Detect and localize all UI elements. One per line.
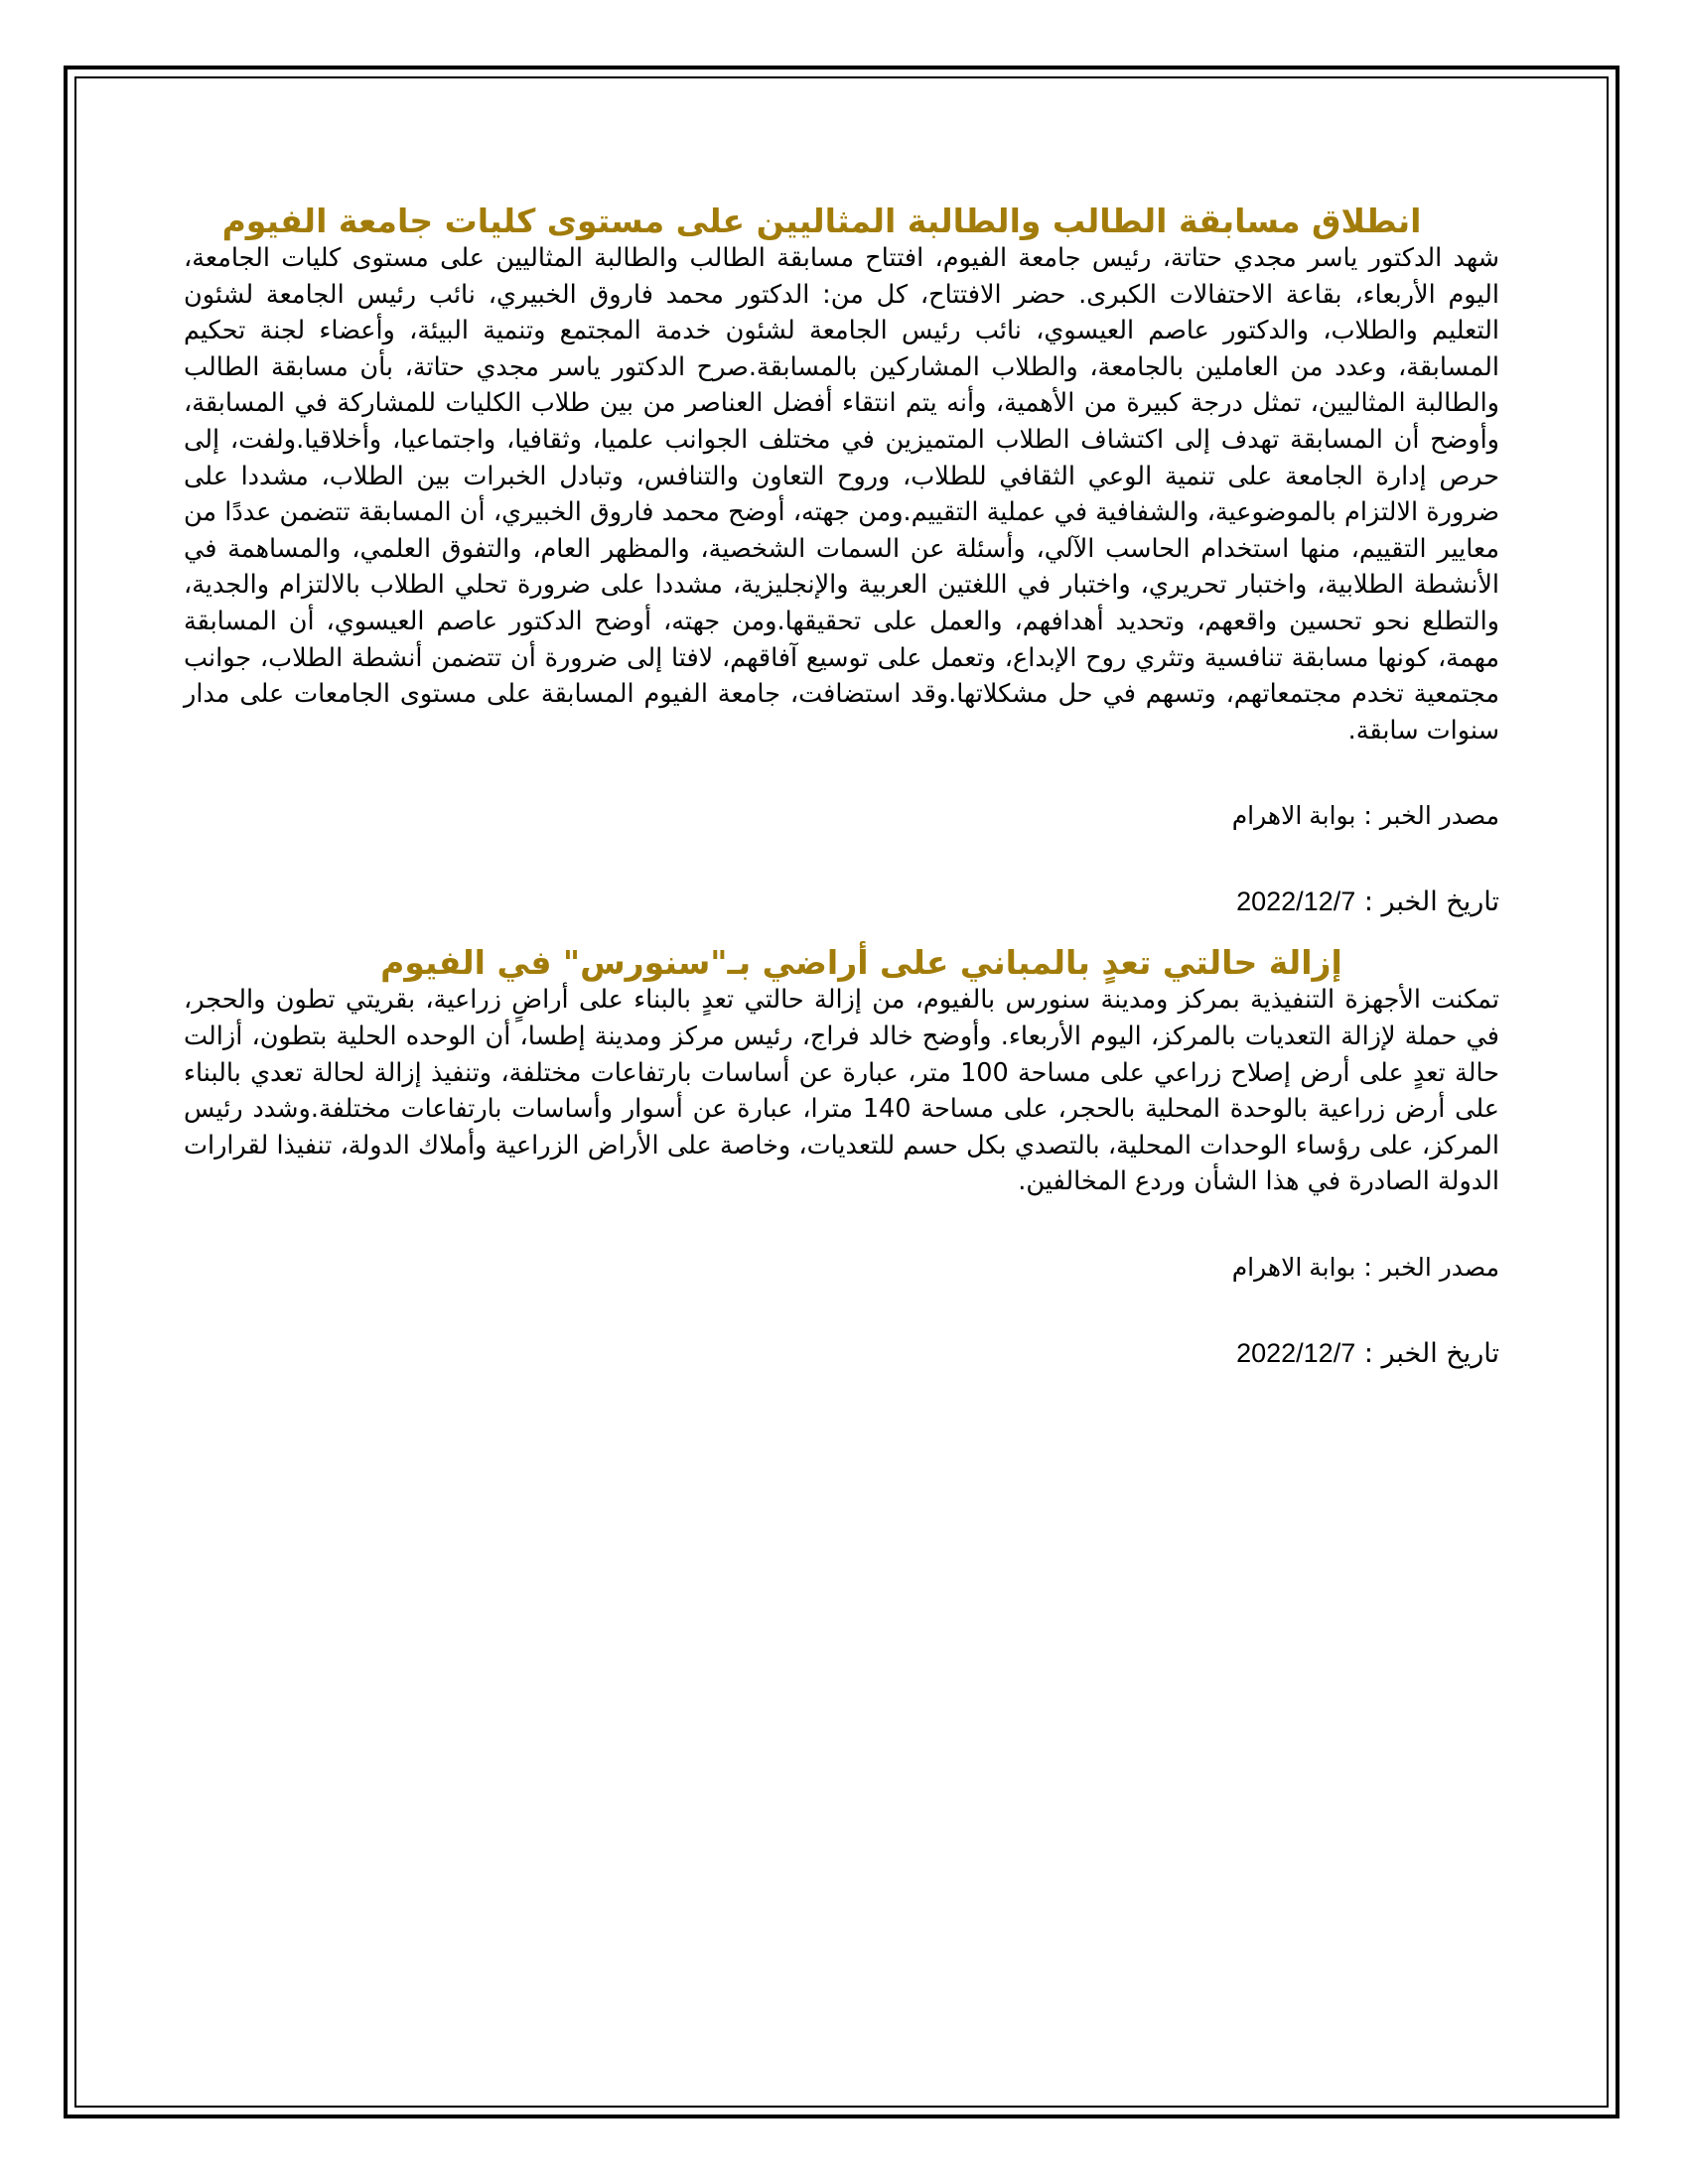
article-1-title: انطلاق مسابقة الطالب والطالبة المثاليين على مستوى كليات جامعة الفيوم: [221, 202, 1422, 240]
article-2-title: إزالة حالتي تعدٍ بالمباني على أراضي بـ"سنورس" في الفيوم: [380, 943, 1342, 983]
article-1: [184, 197, 1499, 920]
source-label: مصدر الخبر :: [1363, 1252, 1499, 1282]
date-value: 2022/12/7: [1236, 1337, 1356, 1368]
article-2-date: [184, 1335, 1499, 1372]
date-label: تاريخ الخبر :: [1363, 887, 1499, 918]
source-label: مصدر الخبر :: [1363, 801, 1499, 831]
article-1-body: شهد الدكتور ياسر مجدي حتاتة، رئيس جامعة الفيوم، افتتاح مسابقة الطالب والطالبة المثاليين على مستوى كليات الجامعة، اليوم الأربعاء، بقاعة الاحتفالات الكبرى. حضر الافتتاح، كل من: الدكتور محمد فاروق الخبيري، نائب رئيس الجامعة لشئون التعليم والطلاب، والدكتور عاصم العيسوي، نائب رئيس الجامعة لشئون خدمة المجتمع وتنمية البيئة، وأعضاء لجنة تحكيم المسابقة، وعدد من العاملين بالجامعة، والطلاب المشاركين بالمسابقة.صرح الدكتور ياسر مجدي حتاتة، بأن مسابقة الطالب والطالبة المثاليين، تمثل درجة كبيرة من الأهمية، وأنه يتم انتقاء أفضل العناصر من بين طلاب الكليات للمشاركة في المسابقة، وأوضح أن المسابقة تهدف إلى اكتشاف الطلاب المتميزين في مختلف الجوانب علميا، وثقافيا، واجتماعيا، وأخلاقيا.ولفت، إلى حرص إدارة الجامعة على تنمية الوعي الثقافي للطلاب، وروح التعاون والتنافس، وتبادل الخبرات بين الطلاب، مشددا على ضرورة الالتزام بالموضوعية، والشفافية في عملية التقييم.ومن جهته، أوضح محمد فاروق الخبيري، أن المسابقة تتضمن عددًا من معايير التقييم، منها استخدام الحاسب الآلي، وأسئلة عن السمات الشخصية، والمظهر العام، والتفوق العلمي، والمساهمة في الأنشطة الطلابية، واختبار تحريري، واختبار في اللغتين العربية والإنجليزية، مشددا على ضرورة تحلي الطلاب بالالتزام والجدية، والتطلع نحو تحسين واقعهم، وتحديد أهدافهم، والعمل على تحقيقها.ومن جهته، أوضح الدكتور عاصم العيسوي، أن المسابقة مهمة، كونها مسابقة تنافسية وتثري روح الإبداع، وتعمل على توسيع آفاقهم، لافتا إلى ضرورة أن تتضمن أنشطة الطلاب، جوانب مجتمعية تخدم مجتمعاتهم، وتسهم في حل مشكلاتها.وقد استضافت، جامعة الفيوم المسابقة على مستوى الجامعات على مدار سنوات سابقة.: [184, 243, 1499, 746]
document-content: [184, 197, 1499, 1372]
article-1-date: [184, 884, 1499, 920]
article-2: [184, 938, 1499, 1372]
article-2-source: [184, 1250, 1499, 1286]
source-value: بوابة الاهرام: [1231, 1253, 1356, 1282]
article-2-body: تمكنت الأجهزة التنفيذية بمركز ومدينة سنورس بالفيوم، من إزالة حالتي تعدٍ بالبناء على أراضٍ زراعية، بقريتي تطون والحجر، في حملة لإزالة التعديات بالمركز، اليوم الأربعاء. وأوضح خالد فراج، رئيس مركز ومدينة إطسا، أن الوحده الحلية بتطون، أزالت حالة تعدٍ على أرض إصلاح زراعي على مساحة 100 متر، عبارة عن أساسات بارتفاعات مختلفة، وتنفيذ إزالة لحالة تعدي بالبناء على أرض زراعية بالوحدة المحلية بالحجر، على مساحة 140 مترا، عبارة عن أسوار وأساسات بارتفاعات مختلفة.وشدد رئيس المركز، على رؤساء الوحدات المحلية، بالتصدي بكل حسم للتعديات، وخاصة على الأراض الزراعية وأملاك الدولة، تنفيذا لقرارات الدولة الصادرة في هذا الشأن وردع المخالفين.: [184, 985, 1499, 1197]
article-1-source: [184, 798, 1499, 834]
date-value: 2022/12/7: [1236, 887, 1356, 917]
date-label: تاريخ الخبر :: [1363, 1337, 1499, 1369]
source-value: بوابة الاهرام: [1231, 802, 1356, 831]
